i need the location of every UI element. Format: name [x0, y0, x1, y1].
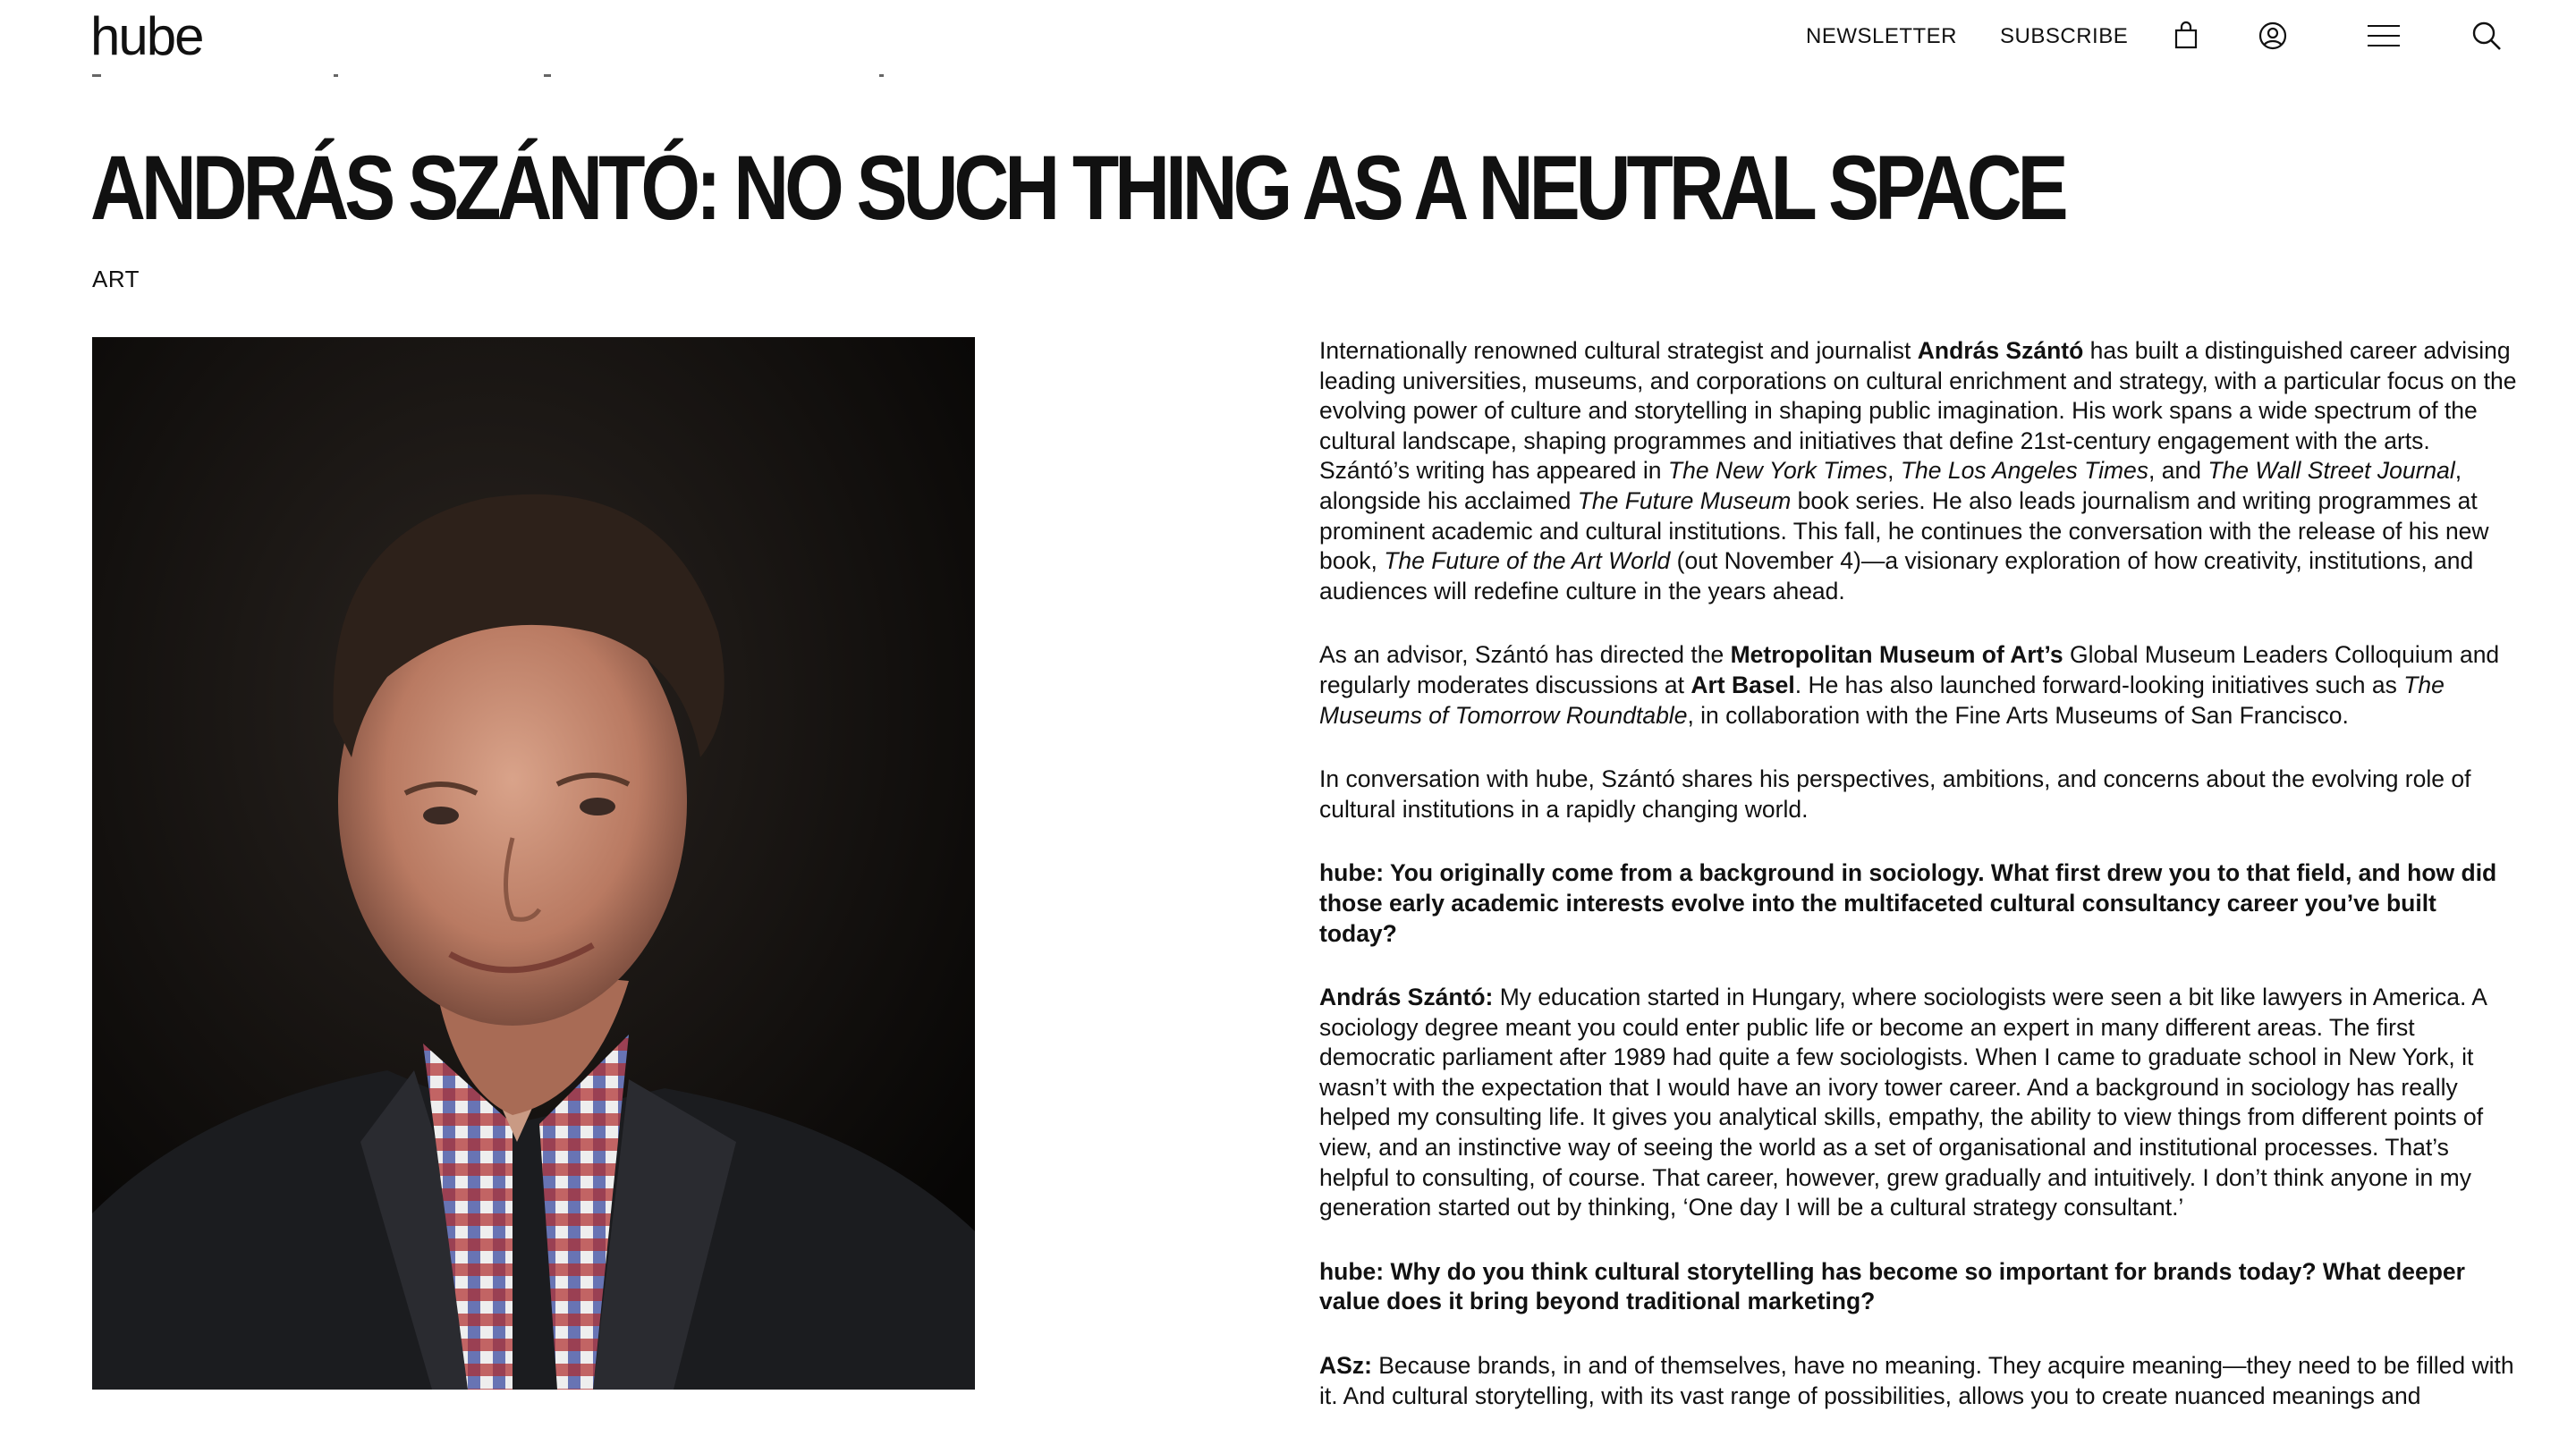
answer-1: András Szántó: My education started in Hungary, where sociologists were seen a bit like lawyers in America. A sociology degree meant you could enter public life or become an expert in many different areas. The first democratic parliament after 1989 had quite a few sociologists. When I came to graduate school in New York, it wasn’t with the expectation that I would have an ivory tower career. And a background in sociology has really helped my consulting life. It gives you analytical skills, empathy, the ability to view things from different points of view, and an instinctive way of seeing the world as a set of organisational and institutional processes. That’s helpful to consulting, of course. That career, however, grew gradually and intuitively. I don’t think anyone in my generation started out by thinking, ‘One day I will be a cultural strategy consultant.’ — [1319, 984, 2487, 1221]
site-logo[interactable]: hube — [90, 6, 203, 66]
newsletter-link[interactable]: NEWSLETTER — [1806, 24, 1958, 48]
article-title: ANDRÁS SZÁNTÓ: NO SUCH THING AS A NEUTRAL SPACE — [90, 137, 2064, 239]
subscribe-link[interactable]: SUBSCRIBE — [2000, 24, 2129, 48]
site-header — [0, 0, 2576, 75]
question-1: hube: You originally come from a background in sociology. What first drew you to that field, and how did those early academic interests evolve into the multifaceted cultural consultancy career you’ve built today? — [1319, 859, 2497, 947]
search-icon[interactable] — [2470, 20, 2503, 52]
conversation-paragraph: In conversation with hube, Szántó shares his perspectives, ambitions, and concerns about the evolving role of cultural institutions in a rapidly changing world. — [1319, 765, 2471, 823]
article-category[interactable]: ART — [92, 266, 140, 292]
portrait-photo — [92, 337, 975, 1390]
subject-name: András Szántó — [1917, 337, 2084, 364]
account-icon[interactable] — [2257, 20, 2289, 52]
answer-2: ASz: Because brands, in and of themselves, have no meaning. They acquire meaning—they need to be filled with it. And cultural storytelling, with its vast range of possibilities, allows you to create nuanced meanings and — [1319, 1352, 2514, 1409]
advisor-paragraph: As an advisor, Szántó has directed the Metropolitan Museum of Art’s Global Museum Leaders Colloquium and regularly moderates discussions at Art Basel. He has also launched forward-looking initiatives such as The Museums of Tomorrow Roundtable, in collaboration with the Fine Arts Museums of San Francisco. — [1319, 641, 2500, 729]
intro-paragraph: Internationally renowned cultural strategist and journalist András Szántó has built a distinguished career advising leading universities, museums, and corporations on cultural enrichment and strategy, with a particular focus on the evolving power of culture and storytelling in shaping public imagination. His work spans a wide spectrum of the cultural landscape, shaping programmes and initiatives that define 21st-century engagement with the arts. Szántó’s writing has appeared in The New York Times, The Los Angeles Times, and The Wall Street Journal, alongside his acclaimed The Future Museum book series. He also leads journalism and writing programmes at prominent academic and cultural institutions. This fall, he continues the conversation with the release of his new book, The Future of the Art World (out November 4)—a visionary exploration of how creativity, institutions, and audiences will redefine culture in the years ahead. — [1319, 337, 2517, 604]
question-2: hube: Why do you think cultural storytelling has become so important for brands today? What deeper value does it bring beyond traditional marketing? — [1319, 1257, 2465, 1315]
article-body — [1319, 336, 2518, 1445]
breadcrumb-remnant — [92, 72, 897, 79]
menu-icon[interactable] — [2366, 20, 2402, 52]
portrait-illustration — [92, 337, 975, 1390]
bag-icon[interactable] — [2170, 20, 2202, 52]
